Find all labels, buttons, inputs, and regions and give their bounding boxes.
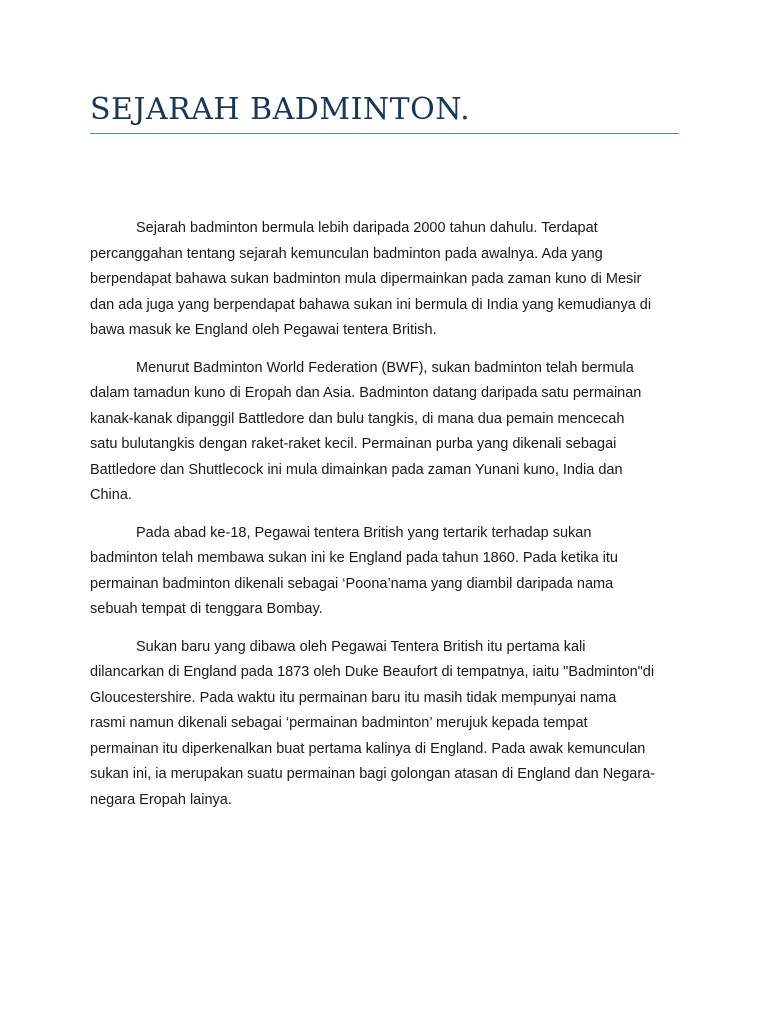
paragraph-4 xyxy=(90,635,682,814)
paragraph-line: negara Eropah lainya. xyxy=(90,791,232,808)
title-underline xyxy=(90,133,679,134)
paragraph-3 xyxy=(90,521,682,623)
paragraph-line: dan ada juga yang berpendapat bahawa sukan ini bermula di India yang kemudianya di xyxy=(90,296,652,313)
paragraph-line: permainan itu diperkenalkan buat pertama kalinya di England. Pada awak kemunculan xyxy=(90,740,646,757)
paragraph-line: badminton telah membawa sukan ini ke England pada tahun 1860. Pada ketika itu xyxy=(90,550,618,566)
paragraph-line: dalam tamadun kuno di Eropah dan Asia. Badminton datang daripada satu permainan xyxy=(90,385,642,401)
paragraph-line: China. xyxy=(90,487,132,503)
paragraph-line: Battledore dan Shuttlecock ini mula dimainkan pada zaman Yunani kuno, India dan xyxy=(90,461,623,478)
paragraph-line: Sejarah badminton bermula lebih daripada 2000 tahun dahulu. Terdapat xyxy=(136,220,598,236)
paragraph-line: bawa masuk ke England oleh Pegawai tentera British. xyxy=(90,322,437,338)
paragraph-line: permainan badminton dikenali sebagai ‘Poona’nama yang diambil daripada nama xyxy=(90,575,614,592)
paragraph-line: rasmi namun dikenali sebagai ‘permainan badminton’ merujuk kepada tempat xyxy=(90,715,588,731)
paragraph-line: sebuah tempat di tenggara Bombay. xyxy=(90,601,323,617)
paragraph-line: Sukan baru yang dibawa oleh Pegawai Tentera British itu pertama kali xyxy=(136,638,586,655)
document-body xyxy=(90,216,682,825)
paragraph-line: Pada abad ke-18, Pegawai tentera British yang tertarik terhadap sukan xyxy=(136,524,592,541)
paragraph-line: berpendapat bahawa sukan badminton mula dipermainkan pada zaman kuno di Mesir xyxy=(90,271,642,287)
paragraph-line: sukan ini, ia merupakan suatu permainan bagi golongan atasan di England dan Negara- xyxy=(90,766,656,782)
paragraph-line: Menurut Badminton World Federation (BWF), sukan badminton telah bermula xyxy=(136,359,634,376)
paragraph-line: kanak-kanak dipanggil Battledore dan bulu tangkis, di mana dua pemain mencecah xyxy=(90,410,625,427)
paragraph-1 xyxy=(90,216,682,344)
paragraph-line: Gloucestershire. Pada waktu itu permainan baru itu masih tidak mempunyai nama xyxy=(90,689,617,706)
paragraph-line: satu bulutangkis dengan raket-raket kecil. Permainan purba yang dikenali sebagai xyxy=(90,436,617,452)
paragraph-line: percanggahan tentang sejarah kemunculan badminton pada awalnya. Ada yang xyxy=(90,245,603,262)
paragraph-2 xyxy=(90,356,682,509)
paragraph-line: dilancarkan di England pada 1873 oleh Duke Beaufort di tempatnya, iaitu "Badminton"di xyxy=(90,664,655,680)
document-title: SEJARAH BADMINTON. xyxy=(90,92,471,127)
